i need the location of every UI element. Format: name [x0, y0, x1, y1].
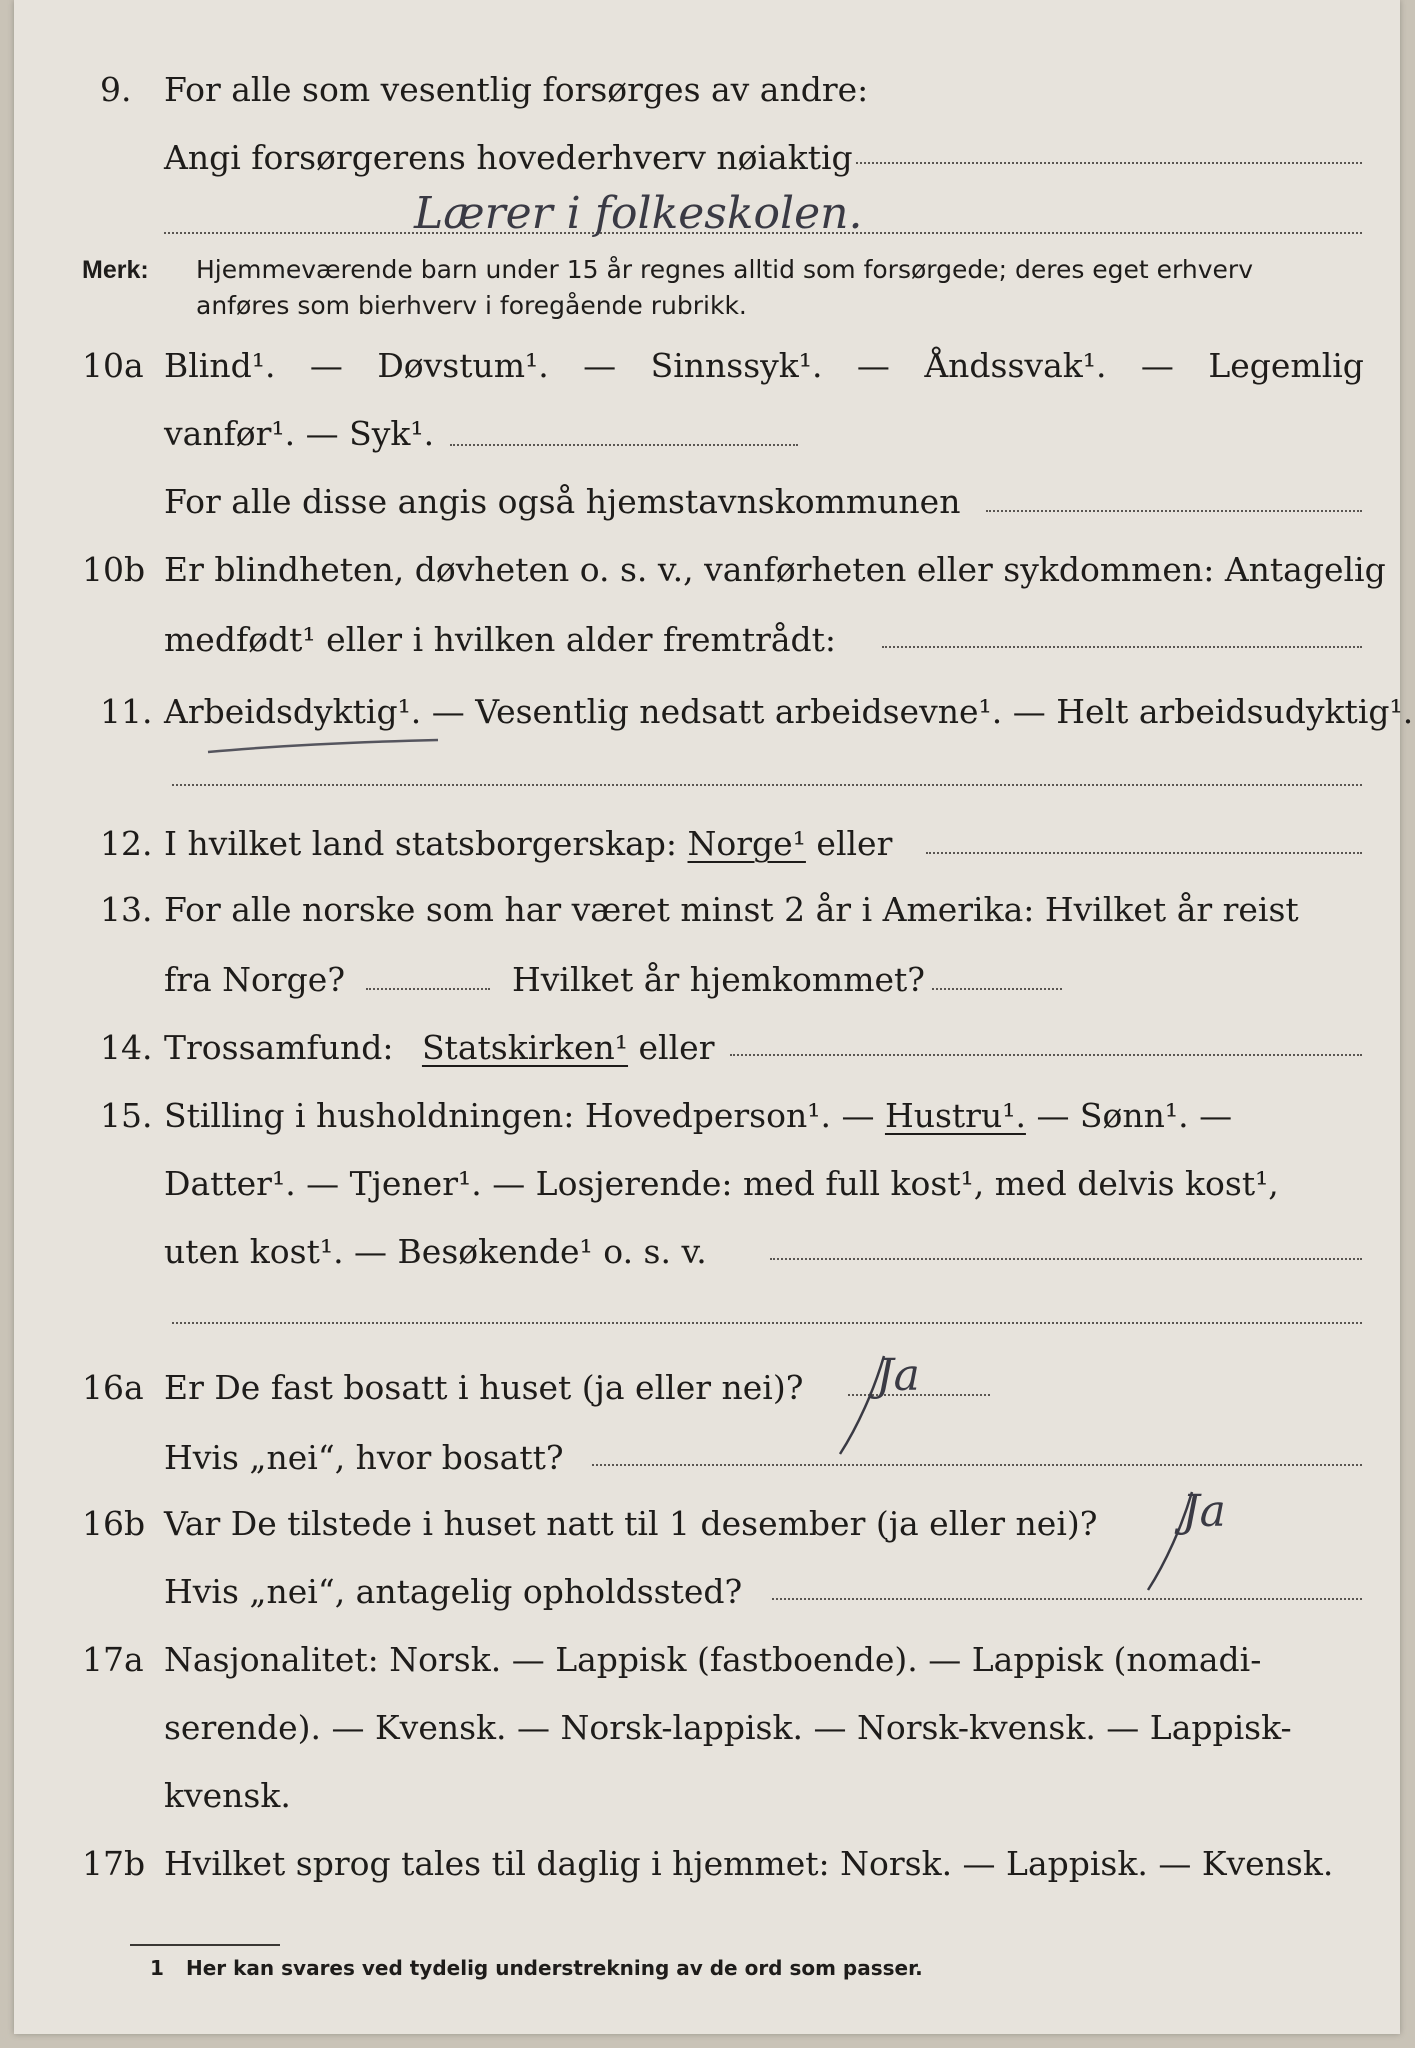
q10a-number: 10a: [82, 346, 144, 385]
footnote-rule: [130, 1944, 280, 1946]
merk-line-1: Hjemmeværende barn under 15 år regnes alltid som forsørgede; deres eget erhverv: [196, 255, 1253, 284]
q9-answer-line[interactable]: [856, 162, 1362, 164]
q17a-line-1: Nasjonalitet: Norsk. — Lappisk (fastboende). — Lappisk (nomadi-: [164, 1640, 1262, 1679]
q10a-kommune-line[interactable]: [986, 510, 1362, 512]
merk-label: Merk:: [82, 256, 149, 284]
q10b-answer-line[interactable]: [882, 646, 1362, 648]
q10b-line-1: Er blindheten, døvheten o. s. v., vanførheten eller sykdommen: Antagelig: [164, 550, 1386, 589]
q10a-dash: —: [309, 346, 343, 385]
q16a-handwritten-answer: Ja: [876, 1350, 920, 1401]
q15-underlined-hustru[interactable]: Hustru¹.: [884, 1096, 1026, 1135]
q10b-line-2: medfødt¹ eller i hvilken alder fremtrådt:: [164, 620, 837, 659]
q16a-number: 16a: [82, 1368, 144, 1407]
q13-reist-line[interactable]: [366, 988, 490, 990]
q10b-number: 10b: [82, 550, 146, 589]
q10a-dash: —: [1140, 346, 1174, 385]
q15-line-1b: — Sønn¹. —: [1036, 1096, 1233, 1135]
q9-handwritten-answer: Lærer i folkeskolen.: [414, 188, 863, 239]
q10a-opt-andssvak[interactable]: Åndssvak¹.: [924, 346, 1107, 385]
q15-answer-line-2[interactable]: [172, 1322, 1362, 1324]
q17a-line-3: kvensk.: [164, 1776, 291, 1815]
q17b-number: 17b: [82, 1844, 146, 1883]
q16b-opholdssted-line[interactable]: [772, 1598, 1362, 1600]
q16a-handwritten-stroke: [834, 1350, 894, 1460]
q14-number: 14.: [100, 1028, 153, 1067]
q13-line-1: For alle norske som har været minst 2 år i Amerika: Hvilket år reist: [164, 890, 1299, 929]
q10a-dash: —: [856, 346, 890, 385]
q13-number: 13.: [100, 890, 153, 929]
q17a-line-2: serende). — Kvensk. — Norsk-lappisk. — Norsk-kvensk. — Lappisk-: [164, 1708, 1292, 1747]
merk-line-2: anføres som bierhverv i foregående rubrikk.: [196, 291, 747, 320]
q9-question: For alle som vesentlig forsørges av andre:: [164, 70, 869, 109]
q10a-opt-dovstum[interactable]: Døvstum¹.: [377, 346, 549, 385]
q13-line-2a: fra Norge?: [164, 960, 346, 999]
q14-prefix: Trossamfund:: [164, 1028, 394, 1067]
q12-number: 12.: [100, 824, 153, 863]
q14-underlined-statskirken[interactable]: Statskirken¹: [421, 1028, 629, 1067]
form-page: [14, 0, 1414, 2034]
q10a-opt-legemlig[interactable]: Legemlig: [1208, 346, 1364, 385]
q15-line-1: [164, 1090, 1364, 1142]
q15-answer-line[interactable]: [770, 1258, 1362, 1260]
q15-number: 15.: [100, 1096, 153, 1135]
q10a-answer-line[interactable]: [450, 444, 798, 446]
q16b-number: 16b: [82, 1504, 146, 1543]
q11-handwritten-underline: [204, 734, 444, 758]
q16b-line-1: Var De tilstede i huset natt til 1 desember (ja eller nei)?: [164, 1504, 1098, 1543]
q17a-number: 17a: [82, 1640, 144, 1679]
q10a-opt-sinnssyk[interactable]: Sinnssyk¹.: [650, 346, 823, 385]
q15-line-1a: Stilling i husholdningen: Hovedperson¹. —: [164, 1096, 875, 1135]
q12-answer-line[interactable]: [926, 852, 1362, 854]
q12-underlined-norge[interactable]: Norge¹: [687, 824, 806, 863]
q9-instruction: Angi forsørgerens hovederhverv nøiaktig: [164, 138, 853, 177]
q14-answer-line[interactable]: [730, 1054, 1362, 1056]
q11-number: 11.: [100, 692, 153, 731]
q17b-line-1: Hvilket sprog tales til daglig i hjemmet: Norsk. — Lappisk. — Kvensk.: [164, 1844, 1334, 1883]
q16a-line-2: Hvis „nei“, hvor bosatt?: [164, 1438, 564, 1477]
q14-line: [164, 1022, 714, 1074]
q10a-opt-blind[interactable]: Blind¹.: [164, 346, 276, 385]
q14-suffix: eller: [638, 1028, 715, 1067]
q12-suffix: eller: [816, 824, 893, 863]
q16a-bosatt-line[interactable]: [592, 1464, 1362, 1466]
q15-line-2: Datter¹. — Tjener¹. — Losjerende: med full kost¹, med delvis kost¹,: [164, 1164, 1279, 1203]
q10a-line-2: vanfør¹. — Syk¹.: [164, 414, 435, 453]
q13-line-2b: Hvilket år hjemkommet?: [512, 960, 925, 999]
q9-number: 9.: [100, 70, 132, 109]
q12-prefix: I hvilket land statsborgerskap:: [164, 824, 678, 863]
footnote-mark: 1: [150, 1956, 164, 1980]
q16a-line-1: Er De fast bosatt i huset (ja eller nei)?: [164, 1368, 804, 1407]
q11-line-1: Arbeidsdyktig¹. — Vesentlig nedsatt arbeidsevne¹. — Helt arbeidsudyktig¹.: [164, 692, 1414, 731]
q12-line: [164, 818, 892, 870]
q16b-handwritten-stroke: [1142, 1486, 1202, 1596]
q15-line-3: uten kost¹. — Besøkende¹ o. s. v.: [164, 1232, 707, 1271]
q10a-line-1: [164, 340, 1364, 392]
footnote-text: Her kan svares ved tydelig understrekning av de ord som passer.: [186, 1956, 923, 1980]
q13-hjemkommet-line[interactable]: [932, 988, 1062, 990]
q10a-line-3: For alle disse angis også hjemstavnskommunen: [164, 482, 961, 521]
q11-answer-line[interactable]: [172, 784, 1362, 786]
q16b-handwritten-answer: Ja: [1182, 1486, 1226, 1537]
q10a-dash: —: [583, 346, 617, 385]
q16b-line-2: Hvis „nei“, antagelig opholdssted?: [164, 1572, 743, 1611]
